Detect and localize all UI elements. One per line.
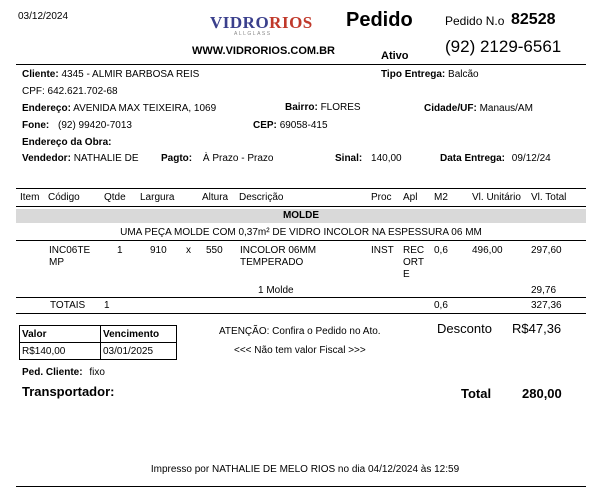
sinal-value: 140,00 bbox=[371, 153, 402, 164]
section-title: MOLDE bbox=[282, 210, 320, 221]
col-vl-total: Vl. Total bbox=[531, 192, 567, 203]
divider bbox=[16, 297, 586, 298]
item-codigo bbox=[49, 245, 90, 269]
item-unit: 496,00 bbox=[472, 245, 503, 256]
transportador-label: Transportador: bbox=[22, 384, 115, 399]
cidade-value: Manaus/AM bbox=[479, 103, 533, 114]
item-codigo-line1: INC06TE bbox=[49, 245, 91, 256]
company-logo bbox=[210, 13, 313, 33]
payment-valor: R$140,00 bbox=[20, 343, 101, 360]
tipo-entrega-row bbox=[381, 69, 479, 80]
logo-text-vidro: VIDRO bbox=[210, 13, 270, 32]
logo-subtitle: ALLGLASS bbox=[234, 31, 272, 37]
total-value: 280,00 bbox=[522, 386, 562, 401]
tipo-entrega-value: Balcão bbox=[448, 69, 479, 80]
endereco-value: AVENIDA MAX TEIXEIRA, 1069 bbox=[73, 103, 217, 114]
endereco-label: Endereço: bbox=[22, 103, 71, 114]
pagto-value: À Prazo - Prazo bbox=[202, 153, 274, 164]
col-largura: Largura bbox=[140, 192, 175, 203]
cliente-row bbox=[22, 69, 199, 80]
order-label: Pedido N.o bbox=[445, 14, 505, 28]
bairro-row bbox=[285, 102, 361, 113]
fone-row bbox=[22, 120, 132, 131]
cidade-label: Cidade/UF: bbox=[424, 103, 477, 114]
doc-title: Pedido bbox=[346, 9, 413, 31]
pagto-row bbox=[161, 153, 273, 164]
notice-line2: <<< Não tem valor Fiscal >>> bbox=[234, 345, 366, 356]
item-apl-line2: ORT bbox=[403, 257, 424, 268]
item-altura: 550 bbox=[206, 245, 223, 256]
payment-table-row bbox=[20, 343, 177, 360]
desconto-label: Desconto bbox=[437, 321, 492, 336]
tipo-entrega-label: Tipo Entrega: bbox=[381, 69, 446, 80]
totais-label: TOTAIS bbox=[50, 300, 86, 311]
ped-cliente-row bbox=[22, 367, 105, 378]
sinal-label: Sinal: bbox=[335, 153, 363, 164]
totais-m2: 0,6 bbox=[434, 300, 448, 311]
data-entrega-value: 09/12/24 bbox=[511, 153, 551, 164]
item-total: 297,60 bbox=[531, 245, 562, 256]
totais-total: 327,36 bbox=[531, 300, 562, 311]
divider bbox=[16, 64, 586, 65]
item-apl-line1: REC bbox=[403, 245, 425, 256]
print-date: 03/12/2024 bbox=[18, 11, 69, 22]
logo-text-rios: RIOS bbox=[269, 13, 313, 32]
cidade-row bbox=[424, 103, 533, 114]
col-m2: M2 bbox=[434, 192, 448, 203]
item-descricao bbox=[240, 245, 316, 269]
endereco-row bbox=[22, 103, 216, 114]
item-desc-line2: TEMPERADO bbox=[240, 257, 304, 268]
bairro-label: Bairro: bbox=[285, 102, 318, 113]
payment-col-vencimento: Vencimento bbox=[101, 326, 177, 343]
desconto-value: R$47,36 bbox=[512, 321, 562, 336]
divider bbox=[16, 240, 586, 241]
item-apl-line3: E bbox=[403, 269, 410, 280]
sinal-row bbox=[335, 153, 402, 164]
cliente-label: Cliente: bbox=[22, 69, 59, 80]
obra-label: Endereço da Obra: bbox=[22, 137, 112, 148]
payment-table bbox=[19, 325, 177, 360]
molde-label: 1 Molde bbox=[258, 285, 294, 296]
section-description: UMA PEÇA MOLDE COM 0,37m² DE VIDRO INCOLOR NA ESPESSURA 06 MM bbox=[120, 227, 482, 238]
cep-row bbox=[253, 120, 328, 131]
divider bbox=[16, 206, 586, 207]
cep-label: CEP: bbox=[253, 120, 277, 131]
item-proc: INST bbox=[371, 245, 394, 256]
footer-printed-by: Impresso por NATHALIE DE MELO RIOS no dia 04/12/2024 às 12:59 bbox=[150, 464, 460, 475]
item-x: x bbox=[186, 245, 191, 256]
col-codigo: Código bbox=[48, 192, 80, 203]
ped-cliente-label: Ped. Cliente: bbox=[22, 367, 83, 378]
molde-value: 29,76 bbox=[531, 285, 557, 296]
fone-label: Fone: bbox=[22, 120, 50, 131]
data-entrega-label: Data Entrega: bbox=[440, 153, 506, 164]
vendedor-value: NATHALIE DE bbox=[73, 153, 139, 164]
item-codigo-line2: MP bbox=[49, 257, 64, 268]
cliente-value: 4345 - ALMIR BARBOSA REIS bbox=[61, 69, 200, 80]
website: WWW.VIDRORIOS.COM.BR bbox=[192, 45, 335, 57]
data-entrega-row bbox=[440, 153, 551, 164]
item-m2: 0,6 bbox=[434, 245, 448, 256]
totais-qtde: 1 bbox=[104, 300, 110, 311]
vendedor-row bbox=[22, 153, 139, 164]
col-qtde: Qtde bbox=[104, 192, 126, 203]
payment-col-valor: Valor bbox=[20, 326, 101, 343]
divider bbox=[16, 313, 586, 314]
col-item: Item bbox=[20, 192, 40, 203]
ped-cliente-value: fixo bbox=[89, 367, 105, 378]
order-number: 82528 bbox=[511, 11, 556, 28]
pagto-label: Pagto: bbox=[161, 153, 193, 164]
col-apl: Apl bbox=[403, 192, 418, 203]
order-status: Ativo bbox=[381, 50, 409, 62]
payment-vencimento: 03/01/2025 bbox=[101, 343, 177, 360]
vendedor-label: Vendedor: bbox=[22, 153, 71, 164]
bairro-value: FLORES bbox=[320, 102, 361, 113]
divider bbox=[16, 188, 586, 189]
col-altura: Altura bbox=[202, 192, 229, 203]
col-descricao: Descrição bbox=[239, 192, 284, 203]
item-desc-line1: INCOLOR 06MM bbox=[240, 245, 317, 256]
fone-value: (92) 99420-7013 bbox=[58, 120, 132, 131]
col-proc: Proc bbox=[371, 192, 392, 203]
item-qtde: 1 bbox=[117, 245, 123, 256]
cep-value: 69058-415 bbox=[279, 120, 328, 131]
col-vl-unitario: Vl. Unitário bbox=[472, 192, 521, 203]
total-label: Total bbox=[461, 386, 492, 401]
cpf: CPF: 642.621.702-68 bbox=[22, 86, 118, 97]
item-largura: 910 bbox=[150, 245, 167, 256]
phone: (92) 2129-6561 bbox=[445, 37, 562, 56]
item-apl bbox=[403, 245, 424, 281]
notice-line1: ATENÇÃO: Confira o Pedido no Ato. bbox=[219, 326, 381, 337]
payment-table-header bbox=[20, 326, 177, 343]
divider bbox=[16, 486, 586, 487]
